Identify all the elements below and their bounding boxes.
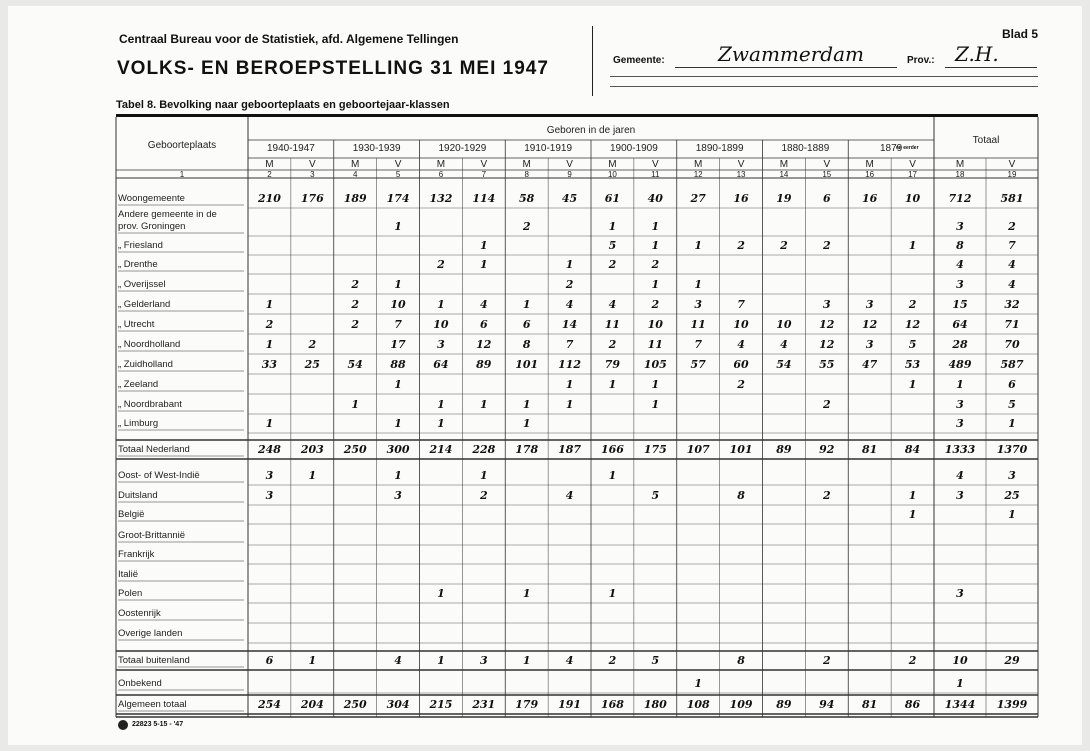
column-number: 9 [567, 170, 572, 179]
table-cell-value: 3 [265, 469, 274, 482]
table-cell-value: 2 [822, 489, 831, 502]
table-cell-value: 2 [608, 258, 617, 271]
table-cell-value: 2 [822, 654, 831, 667]
table-cell-value: 178 [515, 443, 539, 456]
row-label: „ Drenthe [118, 259, 158, 270]
table-cell-value: 204 [300, 698, 324, 711]
table-cell-value: 1 [1008, 508, 1016, 521]
table-cell-value: 1 [908, 239, 917, 252]
sex-header: M [779, 159, 789, 170]
row-label: Duitsland [118, 490, 158, 501]
sex-header: M [694, 159, 703, 170]
table-cell-value: 10 [647, 318, 663, 331]
table-cell-value: 1 [265, 298, 274, 311]
table-cell-value: 19 [776, 192, 792, 205]
column-number: 13 [736, 170, 746, 179]
sex-header: V [823, 159, 831, 170]
table-cell-value: 54 [347, 358, 363, 371]
table-cell-value: 109 [729, 698, 753, 711]
period-header: 1879 [880, 143, 903, 154]
table-cell-value: 3 [956, 220, 964, 233]
table-cell-value: 581 [1000, 192, 1024, 205]
table-cell-value: 3 [822, 298, 831, 311]
table-cell-value: 45 [561, 192, 578, 205]
table-cell-value: 29 [1004, 654, 1020, 667]
table-cell-value: 1 [265, 417, 274, 430]
sex-header: M [955, 159, 965, 170]
row-label: „ Friesland [118, 240, 163, 251]
sex-header: M [351, 159, 360, 170]
table-cell-value: 10 [433, 318, 449, 331]
row-label: Totaal Nederland [118, 444, 190, 455]
table-cell-value: 4 [956, 469, 964, 482]
row-label: Oost- of West-Indië [118, 470, 200, 481]
table-cell-value: 3 [956, 417, 964, 430]
table-cell-value: 81 [862, 443, 878, 456]
column-number: 2 [267, 170, 272, 179]
table-cell-value: 10 [390, 298, 406, 311]
table-cell-value: 1 [908, 508, 917, 521]
table-cell-value: 1 [956, 677, 964, 690]
table-cell-value: 11 [647, 338, 663, 351]
table-cell-value: 1 [651, 378, 660, 391]
table-cell-value: 1 [565, 378, 574, 391]
table-cell-value: 228 [472, 443, 496, 456]
table-cell-value: 180 [643, 698, 667, 711]
table-cell-value: 7 [737, 298, 745, 311]
table-cell-value: 8 [522, 338, 531, 351]
table-cell-value: 10 [952, 654, 968, 667]
sheet-number: Blad 5 [1002, 27, 1039, 41]
row-label: Frankrijk [118, 549, 155, 560]
table-cell-value: 191 [558, 698, 582, 711]
table-cell-value: 1 [694, 239, 703, 252]
table-cell-value: 1 [694, 278, 703, 291]
table-cell-value: 179 [515, 698, 539, 711]
table-cell-value: 2 [822, 398, 831, 411]
table-cell-value: 86 [904, 698, 921, 711]
row-label: Groot-Brittannië [118, 530, 186, 541]
row-label: prov. Groningen [118, 221, 186, 232]
table-cell-value: 60 [733, 358, 749, 371]
table-cell-value: 14 [561, 318, 578, 331]
table-cell-value: 84 [904, 443, 921, 456]
cbs-logo-icon [118, 720, 128, 730]
table-cell-value: 300 [386, 443, 410, 456]
table-cell-value: 3 [956, 489, 964, 502]
row-label: Overige landen [118, 628, 183, 639]
table-cell-value: 47 [862, 358, 878, 371]
table-cell-value: 4 [394, 654, 402, 667]
table-cell-value: 4 [956, 258, 964, 271]
table-cell-value: 189 [343, 192, 367, 205]
column-number: 8 [524, 170, 529, 179]
table-cell-value: 3 [956, 398, 964, 411]
table-cell-value: 2 [351, 278, 360, 291]
table-cell-value: 4 [1008, 258, 1016, 271]
table-cell-value: 10 [776, 318, 792, 331]
row-label: Woongemeente [118, 193, 185, 204]
column-number: 18 [955, 170, 965, 179]
table-cell-value: 2 [608, 654, 617, 667]
table-cell-value: 712 [948, 192, 972, 205]
form-code: 22823 5-15 - '47 [132, 721, 184, 728]
table-cell-value: 2 [822, 239, 831, 252]
table-cell-value: 32 [1004, 298, 1020, 311]
table-cell-value: 1 [608, 378, 617, 391]
table-cell-value: 4 [608, 298, 617, 311]
table-cell-value: 2 [565, 278, 574, 291]
column-number: 5 [395, 170, 401, 179]
province-label: Prov.: [907, 55, 935, 66]
period-header: 1900-1909 [609, 143, 658, 154]
table-cell-value: 1 [479, 398, 488, 411]
table-cell-value: 2 [351, 318, 360, 331]
table-cell-value: 1 [908, 378, 917, 391]
table-cell-value: 105 [643, 358, 667, 371]
table-cell-value: 11 [690, 318, 706, 331]
column-number: 19 [1007, 170, 1017, 179]
table-cell-value: 89 [776, 443, 792, 456]
table-cell-value: 4 [479, 298, 488, 311]
sex-header: V [308, 159, 316, 170]
table-cell-value: 17 [390, 338, 406, 351]
table-cell-value: 6 [1008, 378, 1016, 391]
table-cell-value: 2 [651, 258, 660, 271]
table-cell-value: 25 [1004, 489, 1020, 502]
table-cell-value: 175 [643, 443, 667, 456]
table-cell-value: 1 [308, 469, 317, 482]
table-cell-value: 3 [694, 298, 703, 311]
row-label: „ Zeeland [118, 379, 159, 390]
table-cell-value: 108 [686, 698, 710, 711]
table-cell-value: 1 [651, 220, 660, 233]
table-caption: Tabel 8. Bevolking naar geboorteplaats en geboortejaar-klassen [116, 99, 450, 111]
table-cell-value: 27 [690, 192, 706, 205]
period-header: 1920-1929 [438, 143, 487, 154]
bureau-name: Centraal Bureau voor de Statistiek, afd. Algemene Tellingen [119, 32, 459, 46]
table-cell-value: 2 [351, 298, 360, 311]
table-cell-value: 4 [565, 298, 574, 311]
table-cell-value: 2 [651, 298, 660, 311]
total-header: Totaal [972, 135, 1000, 146]
row-label: Polen [118, 588, 143, 599]
table-cell-value: 89 [776, 698, 792, 711]
table-cell-value: 3 [956, 278, 964, 291]
table-cell-value: 250 [343, 698, 367, 711]
table-cell-value: 3 [265, 489, 274, 502]
column-number: 12 [693, 170, 703, 179]
table-cell-value: 3 [865, 338, 874, 351]
sex-header: V [737, 159, 745, 170]
period-header: 1940-1947 [266, 143, 315, 154]
table-cell-value: 1 [651, 239, 660, 252]
gemeente-value: Zwammerdam [718, 42, 864, 66]
sex-header: V [1008, 159, 1016, 170]
row-label: Italië [118, 569, 139, 580]
table-cell-value: 25 [304, 358, 320, 371]
table-cell-value: 1 [394, 278, 402, 291]
table-cell-value: 2 [1008, 220, 1016, 233]
row-label: „ Utrecht [118, 319, 155, 330]
table-cell-value: 2 [737, 378, 745, 391]
table-cell-value: 5 [1008, 398, 1016, 411]
table-cell-value: 7 [394, 318, 402, 331]
table-cell-value: 12 [819, 338, 835, 351]
table-cell-value: 114 [472, 192, 496, 205]
sex-header: M [865, 159, 874, 170]
table-cell-value: 1333 [944, 443, 976, 456]
form-title: VOLKS- EN BEROEPSTELLING 31 MEI 1947 [117, 58, 549, 79]
row-label: „ Limburg [118, 418, 159, 429]
period-header: 1880-1889 [781, 143, 830, 154]
column-number: 1 [179, 170, 185, 179]
table-cell-value: 210 [257, 192, 281, 205]
table-cell-value: 79 [604, 358, 621, 371]
row-label: Onbekend [118, 678, 162, 689]
column-number: 10 [607, 170, 617, 179]
table-cell-value: 2 [780, 239, 788, 252]
table-cell-value: 40 [647, 192, 663, 205]
table-cell-value: 1 [608, 220, 617, 233]
table-cell-value: 101 [515, 358, 539, 371]
table-cell-value: 5 [651, 654, 660, 667]
sex-header: M [522, 159, 531, 170]
table-cell-value: 1 [908, 489, 917, 502]
table-cell-value: 11 [604, 318, 621, 331]
table-cell-value: 1 [522, 298, 531, 311]
table-cell-value: 489 [948, 358, 972, 371]
table-cell-value: 3 [479, 654, 488, 667]
table-cell-value: 1 [308, 654, 317, 667]
table-cell-value: 107 [686, 443, 710, 456]
table-cell-value: 3 [394, 489, 402, 502]
sex-header: V [651, 159, 659, 170]
table-cell-value: 12 [904, 318, 921, 331]
table-cell-value: 2 [608, 338, 617, 351]
table-cell-value: 6 [479, 318, 488, 331]
column-number: 6 [438, 170, 444, 179]
table-cell-value: 7 [565, 338, 574, 351]
table-cell-value: 4 [737, 338, 745, 351]
table-cell-value: 55 [819, 358, 835, 371]
table-cell-value: 70 [1004, 338, 1020, 351]
row-label: „ Zuidholland [118, 359, 173, 370]
table-cell-value: 248 [257, 443, 281, 456]
sex-header: M [265, 159, 274, 170]
column-number: 15 [822, 170, 832, 179]
table-cell-value: 6 [822, 192, 831, 205]
table-cell-value: 4 [1008, 278, 1016, 291]
row-label: Andere gemeente in de [118, 209, 217, 220]
table-cell-value: 12 [862, 318, 878, 331]
row-label: Algemeen totaal [118, 699, 187, 710]
table-cell-value: 101 [729, 443, 753, 456]
table-cell-value: 1 [479, 258, 488, 271]
table-cell-value: 64 [433, 358, 449, 371]
gemeente-label: Gemeente: [613, 55, 665, 66]
table-cell-value: 2 [308, 338, 317, 351]
table-cell-value: 5 [908, 338, 917, 351]
table-cell-value: 1399 [996, 698, 1028, 711]
table-cell-value: 1 [522, 587, 531, 600]
table-cell-value: 54 [776, 358, 792, 371]
table-cell-value: 2 [479, 489, 488, 502]
column-number: 7 [481, 170, 487, 179]
table-cell-value: 58 [519, 192, 535, 205]
table-cell-value: 4 [565, 489, 574, 502]
column-number: 17 [908, 170, 918, 179]
table-cell-value: 16 [862, 192, 878, 205]
period-header: 1930-1939 [352, 143, 401, 154]
table-cell-value: 88 [390, 358, 406, 371]
table-cell-value: 174 [386, 192, 410, 205]
table-cell-value: 1 [394, 469, 402, 482]
table-cell-value: 1 [651, 398, 660, 411]
table-cell-value: 132 [429, 192, 453, 205]
table-cell-value: 1 [394, 220, 402, 233]
table-cell-value: 89 [476, 358, 492, 371]
table-cell-value: 8 [737, 489, 745, 502]
table-cell-value: 57 [690, 358, 706, 371]
table-cell-value: 1 [351, 398, 360, 411]
table-cell-value: 7 [1008, 239, 1016, 252]
table-cell-value: 16 [733, 192, 749, 205]
table-cell-value: 1 [651, 278, 660, 291]
table-cell-value: 1 [394, 417, 402, 430]
table-cell-value: 12 [476, 338, 492, 351]
column-number: 3 [310, 170, 315, 179]
table-cell-value: 1370 [996, 443, 1028, 456]
table-cell-value: 5 [651, 489, 660, 502]
table-cell-value: 304 [386, 698, 410, 711]
table-cell-value: 5 [608, 239, 617, 252]
table-cell-value: 203 [300, 443, 324, 456]
table-cell-value: 1 [437, 654, 445, 667]
row-label: Oostenrijk [118, 608, 161, 619]
table-cell-value: 3 [956, 587, 964, 600]
table-cell-value: 81 [862, 698, 878, 711]
table-cell-value: 1 [522, 398, 531, 411]
table-cell-value: 3 [1008, 469, 1016, 482]
table-cell-value: 254 [257, 698, 281, 711]
table-cell-value: 1 [479, 239, 488, 252]
column-number: 4 [352, 170, 358, 179]
period-header: 1890-1899 [695, 143, 744, 154]
table-cell-value: 3 [437, 338, 445, 351]
table-cell-value: 187 [558, 443, 582, 456]
table-cell-value: 8 [737, 654, 745, 667]
table-cell-value: 61 [604, 192, 621, 205]
table-cell-value: 176 [300, 192, 324, 205]
column-number: 14 [779, 170, 789, 179]
table-cell-value: 64 [952, 318, 968, 331]
table-cell-value: 2 [437, 258, 445, 271]
row-label: „ Noordbrabant [118, 399, 182, 410]
table-cell-value: 1 [437, 298, 445, 311]
table-cell-value: 2 [908, 298, 917, 311]
table-cell-value: 1 [479, 469, 488, 482]
table-cell-value: 92 [819, 443, 835, 456]
table-cell-value: 1 [265, 338, 274, 351]
row-label: België [118, 509, 145, 520]
table-cell-value: 10 [733, 318, 749, 331]
table-cell-value: 1 [437, 398, 445, 411]
table-cell-value: 15 [952, 298, 968, 311]
sex-header: V [566, 159, 573, 170]
table-cell-value: 1 [394, 378, 402, 391]
table-cell-value: 3 [865, 298, 874, 311]
table-cell-value: 28 [952, 338, 968, 351]
table-cell-value: 2 [265, 318, 274, 331]
table-cell-value: 1 [956, 378, 964, 391]
table-cell-value: 231 [472, 698, 496, 711]
table-cell-value: 53 [904, 358, 921, 371]
sex-header: V [394, 159, 402, 170]
table-cell-value: 8 [956, 239, 964, 252]
table-cell-value: 250 [343, 443, 367, 456]
table-cell-value: 1 [565, 258, 574, 271]
period-header: 1910-1919 [524, 143, 573, 154]
table-cell-value: 2 [522, 220, 531, 233]
table-cell-value: 112 [558, 358, 582, 371]
sex-header: V [480, 159, 488, 170]
table-cell-value: 2 [908, 654, 917, 667]
table-cell-value: 71 [1004, 318, 1020, 331]
table-cell-value: 10 [904, 192, 921, 205]
table-cell-value: 4 [565, 654, 574, 667]
table-cell-value: 166 [600, 443, 624, 456]
table-cell-value: 1 [522, 417, 531, 430]
table-cell-value: 215 [429, 698, 453, 711]
table-cell-value: 7 [694, 338, 703, 351]
table-cell-value: 168 [600, 698, 624, 711]
column-number: 16 [865, 170, 875, 179]
table-cell-value: 1344 [944, 698, 976, 711]
row-label: „ Noordholland [118, 339, 181, 350]
table-cell-value: 1 [608, 469, 617, 482]
period-suffix: en eerder [896, 145, 919, 151]
table-cell-value: 94 [819, 698, 835, 711]
sex-header: M [436, 159, 446, 170]
table-cell-value: 1 [608, 587, 617, 600]
table-cell-value: 1 [1008, 417, 1016, 430]
table-cell-value: 587 [1000, 358, 1024, 371]
table-cell-value: 6 [265, 654, 274, 667]
table-cell-value: 1 [437, 417, 445, 430]
table-cell-value: 4 [780, 338, 788, 351]
table-cell-value: 1 [437, 587, 445, 600]
table-cell-value: 12 [819, 318, 835, 331]
stub-header: Geboorteplaats [147, 140, 217, 151]
column-number: 11 [651, 170, 660, 179]
table-cell-value: 2 [737, 239, 745, 252]
row-label: Totaal buitenland [118, 655, 190, 666]
table-cell-value: 1 [694, 677, 703, 690]
row-label: „ Overijssel [118, 279, 166, 290]
table-cell-value: 33 [261, 358, 278, 371]
sex-header: V [909, 159, 916, 170]
table-cell-value: 1 [522, 654, 531, 667]
row-label: „ Gelderland [118, 299, 171, 310]
table-cell-value: 1 [565, 398, 574, 411]
table-cell-value: 6 [522, 318, 531, 331]
sex-header: M [608, 159, 617, 170]
table-cell-value: 214 [429, 443, 453, 456]
group-header: Geboren in de jaren [546, 125, 636, 136]
province-value: Z.H. [955, 42, 999, 66]
